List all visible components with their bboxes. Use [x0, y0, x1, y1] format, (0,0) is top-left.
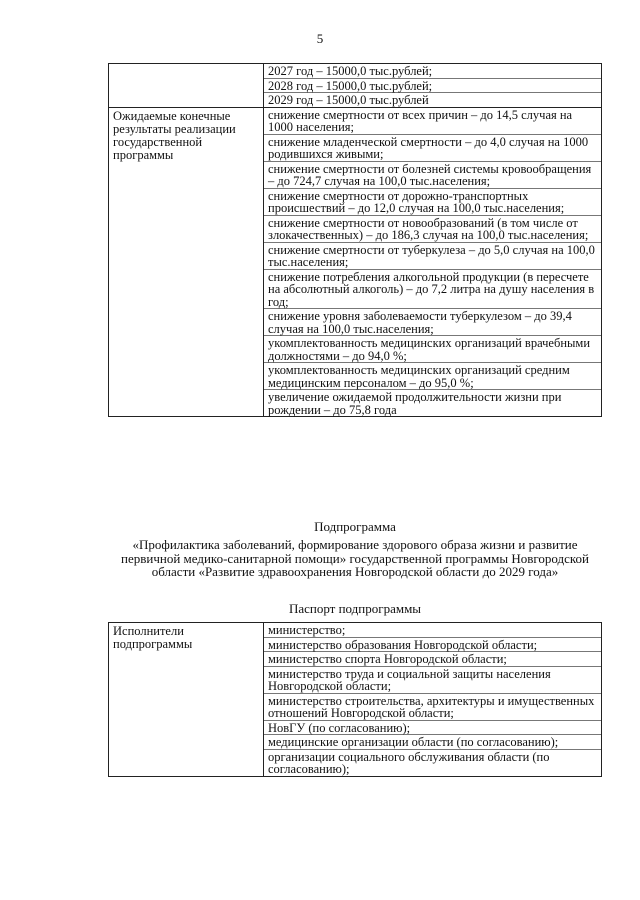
executor-item: министерство образования Новгородской области;: [264, 638, 601, 653]
subprogram-passport-table: [108, 622, 602, 777]
executors-cell: [264, 623, 602, 777]
result-item: снижение смертности от всех причин – до 14,5 случая на 1000 населения;: [264, 108, 601, 135]
result-item: снижение смертности от новообразований (в том числе от злокачественных) – до 186,3 случая на 100,0 тыс.населения;: [264, 216, 601, 243]
executor-item: министерство;: [264, 623, 601, 638]
executors-row: [109, 623, 602, 777]
executor-item: министерство строительства, архитектуры и имущественных отношений Новгородской области;: [264, 694, 601, 721]
subprogram-title: Подпрограмма: [314, 519, 396, 534]
result-item: снижение младенческой смертности – до 4,0 случая на 1000 родившихся живыми;: [264, 135, 601, 162]
result-item: укомплектованность медицинских организаций врачебными должностями – до 94,0 %;: [264, 336, 601, 363]
program-passport-table: [108, 63, 602, 417]
page-number: 5: [316, 31, 324, 46]
expected-results-cell: [264, 107, 602, 417]
result-item: снижение смертности от болезней системы кровообращения – до 724,7 случая на 100,0 тыс.населения;: [264, 162, 601, 189]
expected-results-label: Ожидаемые конечные результаты реализации государственной программы: [109, 107, 264, 417]
expected-results-row: [109, 107, 602, 417]
funding-values-cell: [264, 64, 602, 108]
executors-label: Исполнители подпрограммы: [109, 623, 264, 777]
funding-year-2029: 2029 год – 15000,0 тыс.рублей: [268, 93, 429, 107]
result-item: снижение уровня заболеваемости туберкулезом – до 39,4 случая на 100,0 тыс.населения;: [264, 309, 601, 336]
result-item: снижение потребления алкогольной продукции (в пересчете на абсолютный алкоголь) – до 7,2 литра на душу населения в год;: [264, 270, 601, 310]
executor-item: министерство труда и социальной защиты населения Новгородской области;: [264, 667, 601, 694]
funding-year-2028: 2028 год – 15000,0 тыс.рублей;: [264, 79, 601, 94]
executor-item: медицинские организации области (по согласованию);: [264, 735, 601, 750]
result-item: снижение смертности от дорожно-транспортных происшествий – до 12,0 случая на 100,0 тыс.населения;: [264, 189, 601, 216]
funding-row: [109, 64, 602, 108]
executor-item: организации социального обслуживания области (по согласованию);: [268, 749, 550, 776]
result-item: снижение смертности от туберкулеза – до 5,0 случая на 100,0 тыс.населения;: [264, 243, 601, 270]
funding-year-2027: 2027 год – 15000,0 тыс.рублей;: [264, 64, 601, 79]
result-item: укомплектованность медицинских организаций средним медицинским персоналом – до 95,0 %;: [264, 363, 601, 390]
funding-label-cell: [109, 64, 264, 108]
subprogram-name: «Профилактика заболеваний, формирование здорового образа жизни и развитие первичной медико-санитарной помощи» государственной программы Новгородской области «Развитие здравоохранения Новгородской области до 2029 года»: [121, 537, 589, 579]
passport-title: Паспорт подпрограммы: [288, 601, 422, 616]
executor-item: НовГУ (по согласованию);: [264, 721, 601, 736]
executor-item: министерство спорта Новгородской области;: [264, 652, 601, 667]
result-item: увеличение ожидаемой продолжительности жизни при рождении – до 75,8 года: [268, 390, 562, 417]
